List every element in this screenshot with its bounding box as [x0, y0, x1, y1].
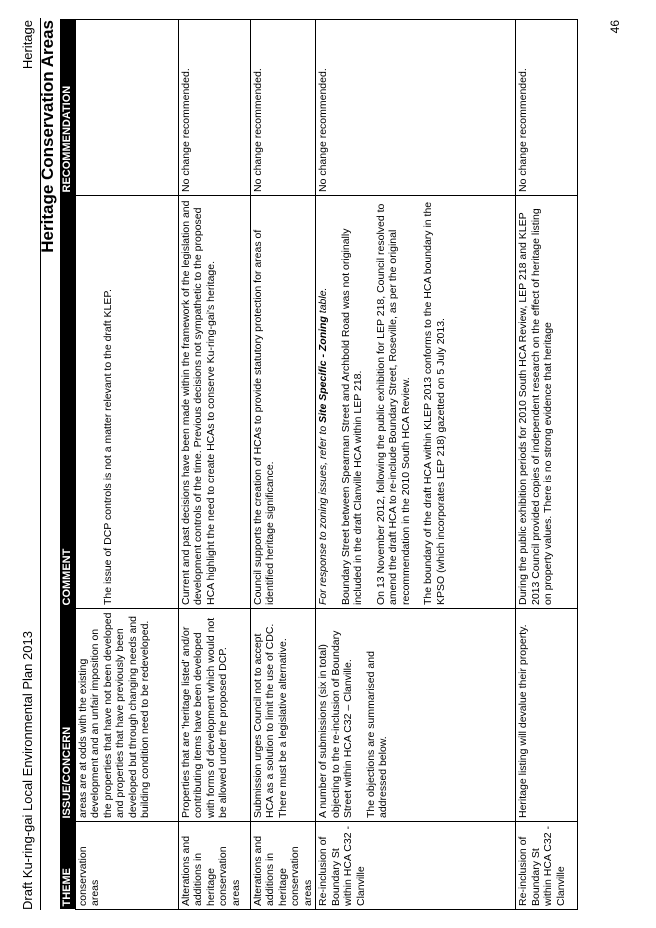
issue-cell: areas are at odds with the existing development and an unfair imposition on the properties that have not been developed and properties that have previously been developed but through changing needs and building condition need to be redeveloped. [75, 609, 178, 822]
document-title: Draft Ku-ring-gai Local Environmental Plan 2013 [20, 631, 35, 910]
recommendation-cell: No change recommended. [316, 20, 516, 196]
issue-cell: A number of submissions (six in total) objecting to the re-inclusion of Boundary Street within HCA C32 – Clanville. The objections are summarised and addressed below. [316, 609, 516, 822]
column-header-comment: COMMENT [60, 196, 75, 609]
table-header-row [60, 20, 75, 910]
comment-cell: During the public exhibition periods for 2010 South HCA Review, LEP 218 and KLEP 2013 Council provided copies of independent research on the effect of heritage listing on property values. There is no strong evidence that heritage [516, 196, 578, 609]
table-row [250, 20, 316, 910]
theme-cell: Re-inclusion of Boundary St within HCA C32 - Clanville [516, 822, 578, 910]
column-header-recommendation: RECOMMENDATION [60, 20, 75, 196]
recommendation-cell: No change recommended. [516, 20, 578, 196]
comment-cell: Current and past decisions have been made within the framework of the legislation and development controls of the time. Previous decisions not sympathetic to the proposed HCA highlight the need to create HCAs to conserve Ku-ring-gai's heritage. [178, 196, 250, 609]
theme-cell: conservation areas [75, 822, 178, 910]
comment-cell: Council supports the creation of HCAs to provide statutory protection for areas of identified heritage significance. [250, 196, 316, 609]
page-number: 46 [608, 20, 622, 34]
recommendation-cell: No change recommended. [178, 20, 250, 196]
table-row [178, 20, 250, 910]
column-header-issue: ISSUE/CONCERN [60, 609, 75, 822]
theme-cell: Alterations and additions in heritage conservation areas [250, 822, 316, 910]
page-heading: Heritage Conservation Areas [38, 20, 57, 253]
issue-cell: Heritage listing will devalue their property. [516, 609, 578, 822]
submissions-table [60, 19, 578, 910]
issue-cell: Submission urges Council not to accept HCA as a solution to limit the use of CDC. There must be a legislative alternative. [250, 609, 316, 822]
issue-cell: Properties that are 'heritage listed' and/or contributing items have been developed with forms of development which would not be allowed under the proposed DCP. [178, 609, 250, 822]
theme-cell: Re-inclusion of Boundary St within HCA C32 - Clanville [316, 822, 516, 910]
recommendation-cell [75, 20, 178, 196]
section-label: Heritage [20, 20, 35, 70]
zoning-reference: For response to zoning issues, refer to Site Specific - Zoning table. [317, 287, 329, 605]
theme-cell: Alterations and additions in heritage conservation areas [178, 822, 250, 910]
table-row [75, 20, 178, 910]
recommendation-cell: No change recommended. [250, 20, 316, 196]
column-header-theme: THEME [60, 822, 75, 910]
comment-cell: For response to zoning issues, refer to Site Specific - Zoning table. Boundary Street between Spearman Street and Archbold Road was not originally included in the draft Clanville HCA within LEP 218. On 13 November 2012, following the public exhibition for LEP 218, Council resolved to amend the draft HCA to re-include Boundary Street, Roseville, as per the original recommendation in the 2010 South HCA Review. The boundary of the draft HCA within KLEP 2013 conforms to the HCA boundary in the KPSO (which incorporates LEP 218) gazetted on 5 July 2013. [316, 196, 516, 609]
comment-cell: The issue of DCP controls is not a matter relevant to the draft KLEP. [75, 196, 178, 609]
table-row [316, 20, 516, 910]
table-row [516, 20, 578, 910]
